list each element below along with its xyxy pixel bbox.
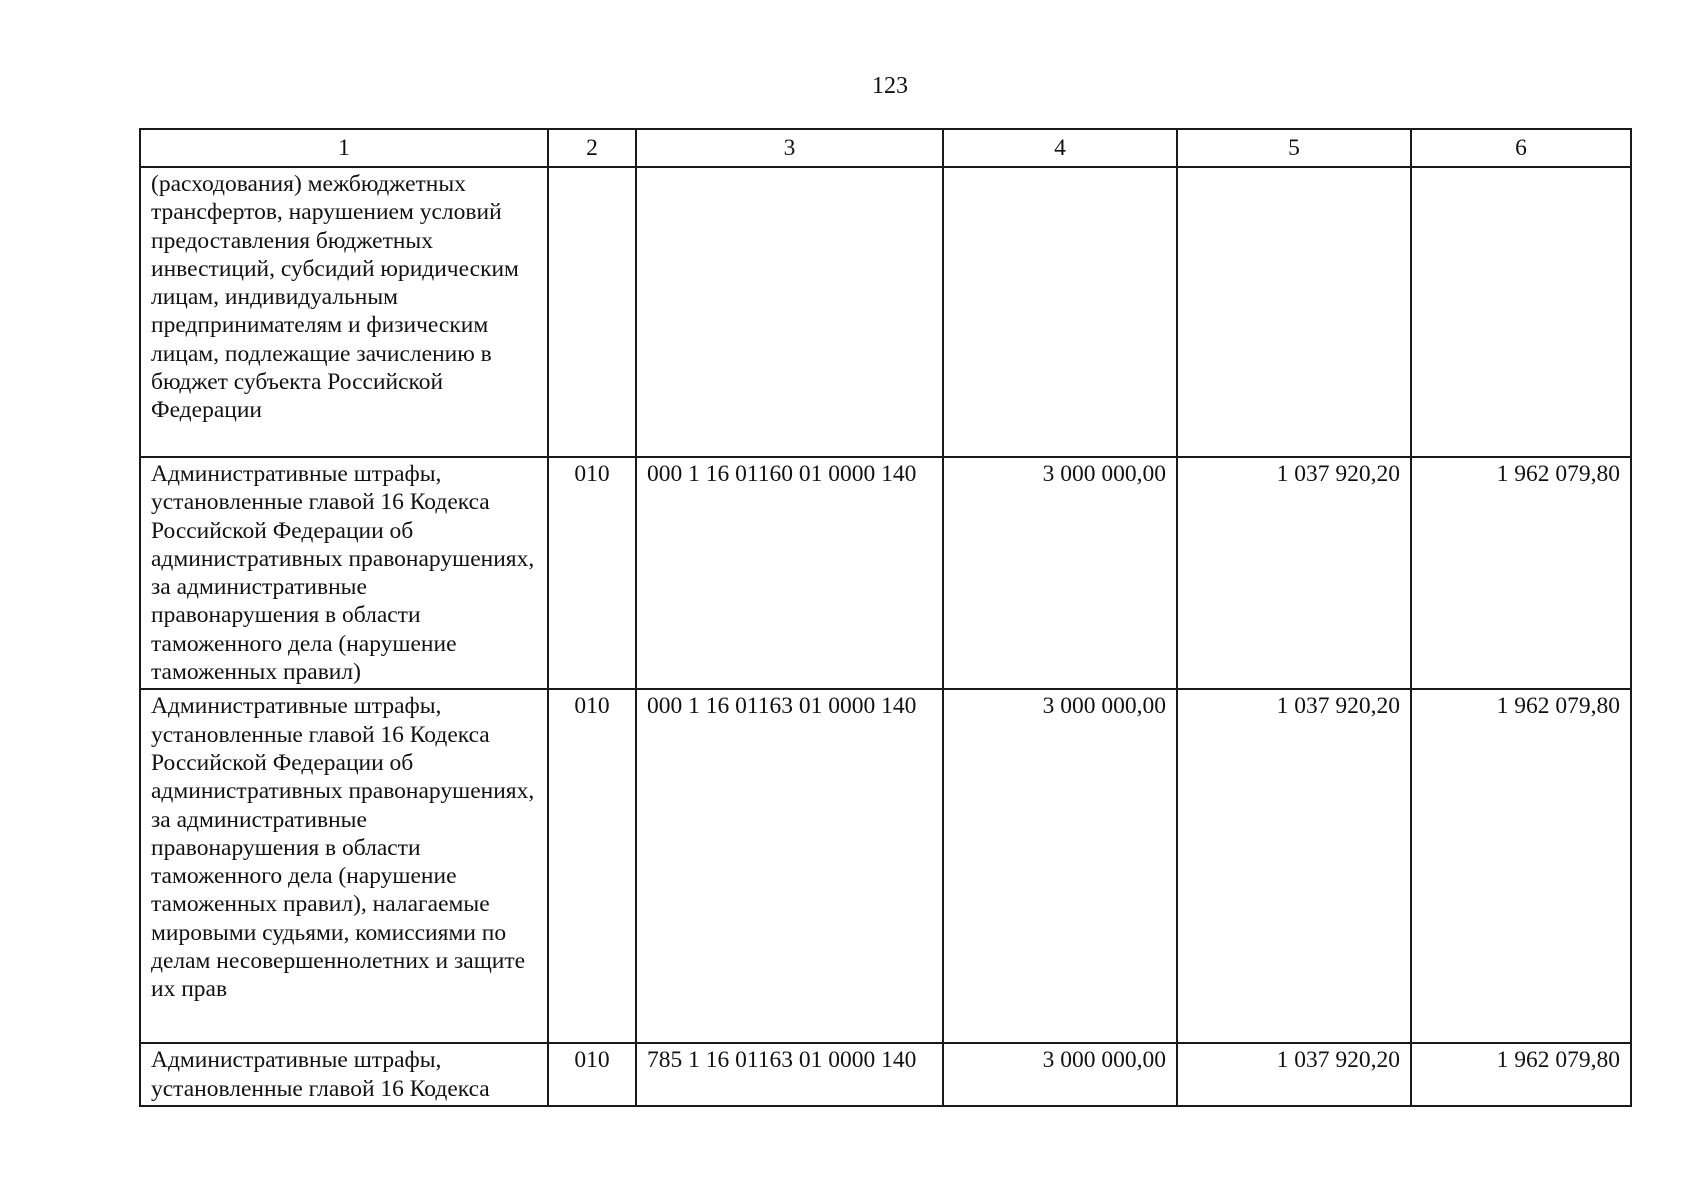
row-kbk-cell: 000 1 16 01160 01 0000 140 <box>636 457 943 689</box>
column-header-1: 1 <box>140 129 548 167</box>
row-approved-cell: 3 000 000,00 <box>943 1043 1177 1106</box>
row-unexecuted-cell: 1 962 079,80 <box>1411 689 1631 1043</box>
row-executed-cell: 1 037 920,20 <box>1177 457 1411 689</box>
row-name-cell: Административные штрафы, установленные главой 16 Кодекса Российской Федерации об административных правонарушениях, за административные правонарушения в области таможенного дела (нарушение таможенных правил), налагаемые мировыми судьями, комиссиями по делам несовершеннолетних и защите их прав <box>140 689 548 1043</box>
row-approved-cell <box>943 167 1177 457</box>
report-table <box>139 128 1632 1107</box>
row-approved-cell: 3 000 000,00 <box>943 457 1177 689</box>
row-kbk-cell: 785 1 16 01163 01 0000 140 <box>636 1043 943 1106</box>
column-header-4: 4 <box>943 129 1177 167</box>
row-code-cell: 010 <box>548 1043 636 1106</box>
column-header-6: 6 <box>1411 129 1631 167</box>
row-executed-cell <box>1177 167 1411 457</box>
page-number: 123 <box>872 73 908 99</box>
row-unexecuted-cell: 1 962 079,80 <box>1411 1043 1631 1106</box>
row-name-cell: Административные штрафы, установленные главой 16 Кодекса <box>140 1043 548 1106</box>
row-code-cell: 010 <box>548 457 636 689</box>
table-row <box>140 167 1631 457</box>
row-kbk-cell <box>636 167 943 457</box>
table-row <box>140 1043 1631 1106</box>
row-executed-cell: 1 037 920,20 <box>1177 1043 1411 1106</box>
header-row <box>140 129 1631 167</box>
column-header-2: 2 <box>548 129 636 167</box>
table-header <box>140 129 1631 167</box>
row-approved-cell: 3 000 000,00 <box>943 689 1177 1043</box>
row-kbk-cell: 000 1 16 01163 01 0000 140 <box>636 689 943 1043</box>
table-row <box>140 689 1631 1043</box>
row-executed-cell: 1 037 920,20 <box>1177 689 1411 1043</box>
row-name-cell: Административные штрафы, установленные главой 16 Кодекса Российской Федерации об административных правонарушениях, за административные правонарушения в области таможенного дела (нарушение таможенных правил) <box>140 457 548 689</box>
table-body <box>140 167 1631 1106</box>
column-header-3: 3 <box>636 129 943 167</box>
row-code-cell <box>548 167 636 457</box>
row-unexecuted-cell: 1 962 079,80 <box>1411 457 1631 689</box>
column-header-5: 5 <box>1177 129 1411 167</box>
row-code-cell: 010 <box>548 689 636 1043</box>
row-name-cell: (расходования) межбюджетных трансфертов, нарушением условий предоставления бюджетных инвестиций, субсидий юридическим лицам, индивидуальным предпринимателям и физическим лицам, подлежащие зачислению в бюджет субъекта Российской Федерации <box>140 167 548 457</box>
table-row <box>140 457 1631 689</box>
row-unexecuted-cell <box>1411 167 1631 457</box>
